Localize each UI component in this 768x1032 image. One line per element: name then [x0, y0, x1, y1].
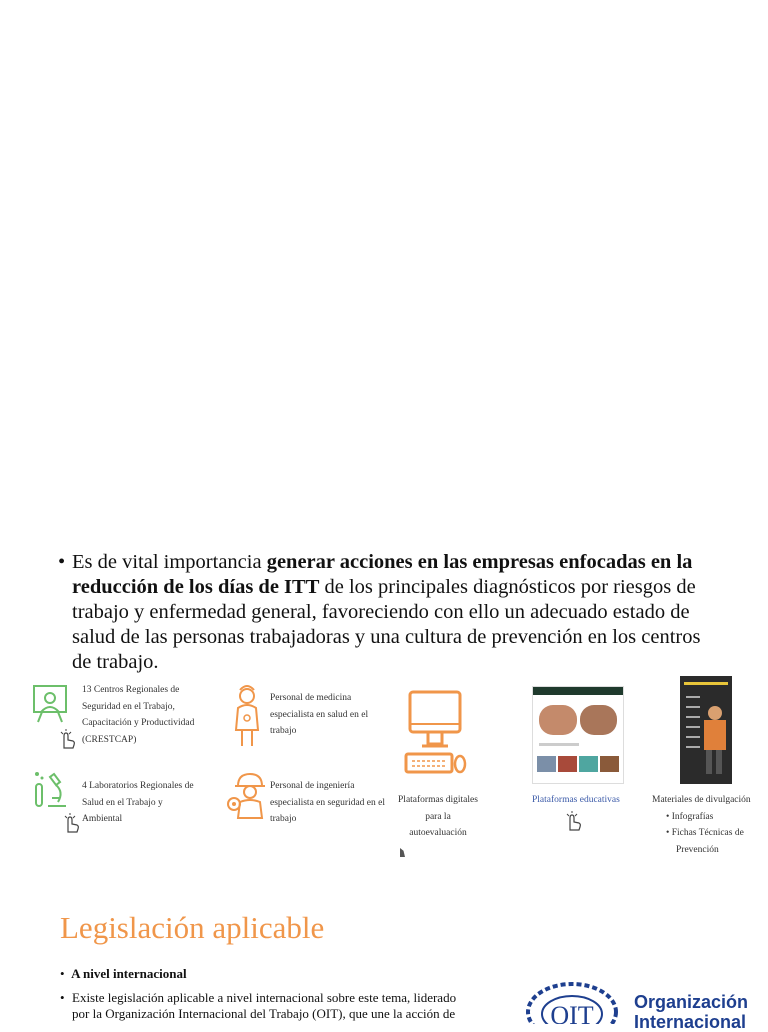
crestcap-text: (CRESTCAP)	[82, 734, 137, 745]
bullet: •	[666, 828, 672, 838]
oit-name	[634, 992, 748, 1032]
ingenieria-text: especialista en seguridad en el	[270, 797, 386, 808]
medicina-text: Personal de medicina	[270, 693, 352, 703]
oit-logo-icon	[524, 980, 620, 1024]
trainer-board-icon	[32, 684, 68, 724]
fichas-text: Prevención	[676, 844, 719, 855]
educational-platform-thumbnail[interactable]	[532, 686, 624, 784]
medicina-text: trabajo	[270, 726, 297, 736]
bullet: •	[666, 811, 672, 822]
crestcap-text: Seguridad en el Trabajo,	[82, 701, 175, 712]
legislation-line: por la Organización Internacional del Trabajo (OIT), que une la acción de	[72, 1006, 456, 1021]
paragraph-text-end: de los principales diagnósticos por riesgos de trabajo y enfermedad general, favoreciendo con ello un adecuado estado de salud de las personas trabajadoras y una cultura de prevención en los centros de trabajo.	[72, 576, 701, 673]
subheading	[60, 966, 187, 982]
crestcap-text: Capacitación y Productividad	[82, 718, 195, 728]
materiales-text: Materiales de divulgación	[652, 795, 751, 805]
oit-name-line: Internacional	[634, 1012, 747, 1032]
plataformas-text: para la autoevaluación	[409, 811, 467, 838]
plataformas-text: Plataformas digitales	[398, 795, 478, 805]
pointer-hand-icon	[564, 810, 584, 832]
oit-letters: OIT	[550, 1001, 594, 1024]
paragraph-bold: generar acciones en las empresas enfocadas en la reducción de los días de ITT	[72, 551, 693, 598]
section-title: Legislación aplicable	[60, 910, 325, 945]
main-paragraph	[58, 550, 718, 675]
small-mark	[400, 848, 405, 857]
bullet: •	[58, 551, 66, 573]
bullet: •	[60, 990, 65, 1005]
pointer-hand-icon	[58, 728, 78, 750]
fichas-text: Fichas Técnicas de	[671, 828, 744, 838]
microscope-icon	[32, 770, 68, 812]
pointer-hand-icon	[62, 812, 82, 834]
crestcap-text: 13 Centros Regionales de	[82, 685, 180, 695]
labs-text: 4 Laboratorios Regionales de	[82, 781, 194, 791]
labs-text: Salud en el Trabajo y	[82, 797, 163, 808]
legislation-line: Existe legislación aplicable a nivel internacional sobre este tema, liderado	[72, 990, 457, 1005]
educativas-link[interactable]: Plataformas educativas	[532, 795, 620, 805]
doctor-icon	[232, 684, 262, 750]
computer-icon	[402, 688, 468, 778]
medicina-text: especialista en salud en el	[270, 709, 369, 720]
legislation-text	[60, 990, 520, 1022]
bullet: •	[60, 966, 72, 981]
paragraph-text: Es de vital importancia	[72, 551, 267, 573]
subheading-text: A nivel internacional	[71, 966, 187, 981]
oit-name-line: Organización	[634, 992, 749, 1012]
ingenieria-text: Personal de ingeniería	[270, 781, 355, 791]
ingenieria-text: trabajo	[270, 814, 297, 824]
infografias-text: Infografías	[671, 811, 714, 822]
resources-panel	[22, 676, 752, 866]
labs-text: Ambiental	[82, 814, 123, 824]
engineer-icon	[226, 770, 270, 820]
infographic-thumbnail[interactable]	[680, 676, 732, 784]
